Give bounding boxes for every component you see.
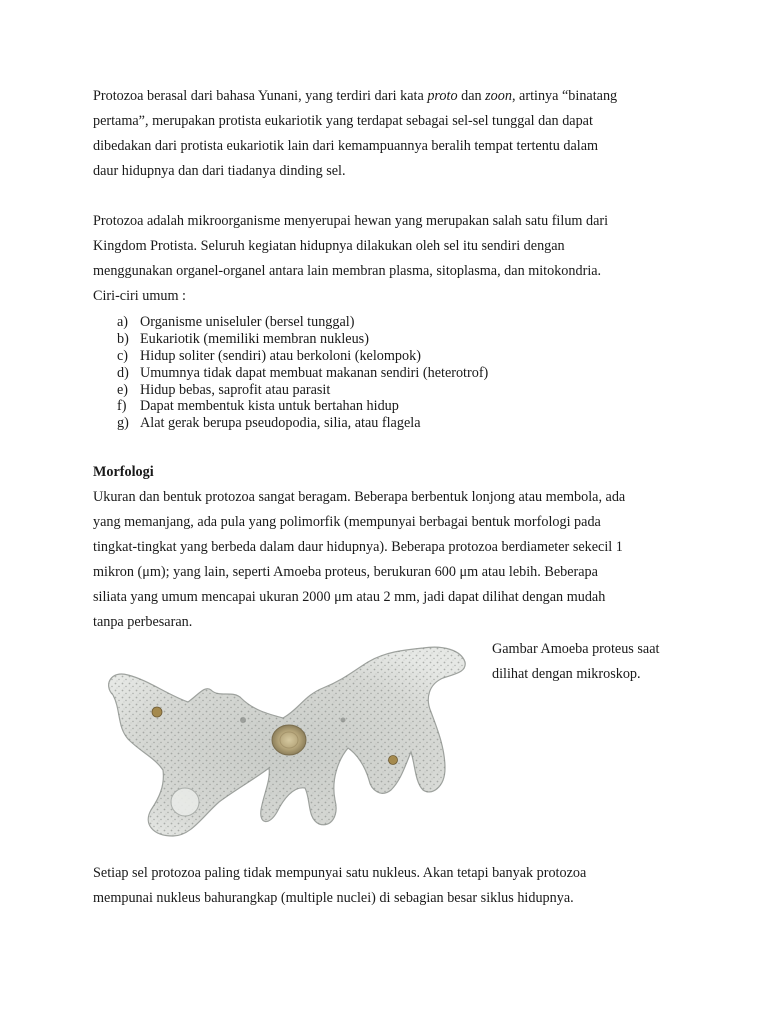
list-item: d) Umumnya tidak dapat membuat makanan sendiri (heterotrof)	[117, 365, 489, 381]
list-item: b) Eukariotik (memiliki membran nukleus)	[117, 331, 369, 347]
amoeba-proteus-image	[93, 640, 481, 845]
list-item: a) Organisme uniseluler (bersel tunggal)	[117, 314, 355, 330]
list-item: f) Dapat membentuk kista untuk bertahan hidup	[117, 398, 399, 414]
list-item: c) Hidup soliter (sendiri) atau berkoloni (kelompok)	[117, 348, 421, 364]
paragraph-2-line-2: Kingdom Protista. Seluruh kegiatan hidupnya dilakukan oleh sel itu sendiri dengan	[93, 238, 565, 254]
morfologi-line-2: yang memanjang, ada pula yang polimorfik (mempunyai berbagai bentuk morfologi pada	[93, 514, 601, 530]
morfologi-line-4: mikron (μm); yang lain, seperti Amoeba proteus, berukuran 600 μm atau lebih. Beberapa	[93, 564, 598, 580]
term-zoon: zoon	[485, 88, 512, 104]
paragraph-1-line-4: daur hidupnya dan dari tiadanya dinding sel.	[93, 163, 346, 179]
morfologi-line-5: siliata yang umum mencapai ukuran 2000 μm atau 2 mm, jadi dapat dilihat dengan mudah	[93, 589, 606, 605]
morfologi-line-6: tanpa perbesaran.	[93, 614, 193, 630]
paragraph-last-line-1: Setiap sel protozoa paling tidak mempunyai satu nukleus. Akan tetapi banyak protozoa	[93, 865, 587, 881]
morfologi-line-3: tingkat-tingkat yang berbeda dalam daur hidupnya). Beberapa protozoa berdiameter sekecil 1	[93, 539, 623, 555]
list-item: g) Alat gerak berupa pseudopodia, silia, atau flagela	[117, 415, 421, 431]
figure-caption-line-1: Gambar Amoeba proteus saat	[492, 641, 660, 657]
paragraph-2-line-3: menggunakan organel-organel antara lain membran plasma, sitoplasma, dan mitokondria.	[93, 263, 602, 279]
section-heading-morfologi: Morfologi	[93, 464, 154, 480]
paragraph-1-line-3: dibedakan dari protista eukariotik lain dari kemampuannya beralih tempat tertentu dalam	[93, 138, 599, 154]
list-item: e) Hidup bebas, saprofit atau parasit	[117, 382, 331, 398]
figure-caption-line-2: dilihat dengan mikroskop.	[492, 666, 641, 682]
term-proto: proto	[427, 88, 458, 104]
paragraph-last-line-2: mempunai nukleus bahurangkap (multiple nuclei) di sebagian besar siklus hidupnya.	[93, 890, 574, 906]
paragraph-1-line-2: pertama”, merupakan protista eukariotik yang terdapat sebagai sel-sel tunggal dan dapat	[93, 113, 593, 129]
paragraph-2-line-1: Protozoa adalah mikroorganisme menyerupai hewan yang merupakan salah satu filum dari	[93, 213, 609, 229]
paragraph-1-line-1: Protozoa berasal dari bahasa Yunani, yang terdiri dari kata proto dan zoon, artinya “binatang	[93, 88, 618, 104]
ciri-ciri-label: Ciri-ciri umum :	[93, 288, 186, 304]
morfologi-line-1: Ukuran dan bentuk protozoa sangat beragam. Beberapa berbentuk lonjong atau membola, ada	[93, 489, 626, 505]
